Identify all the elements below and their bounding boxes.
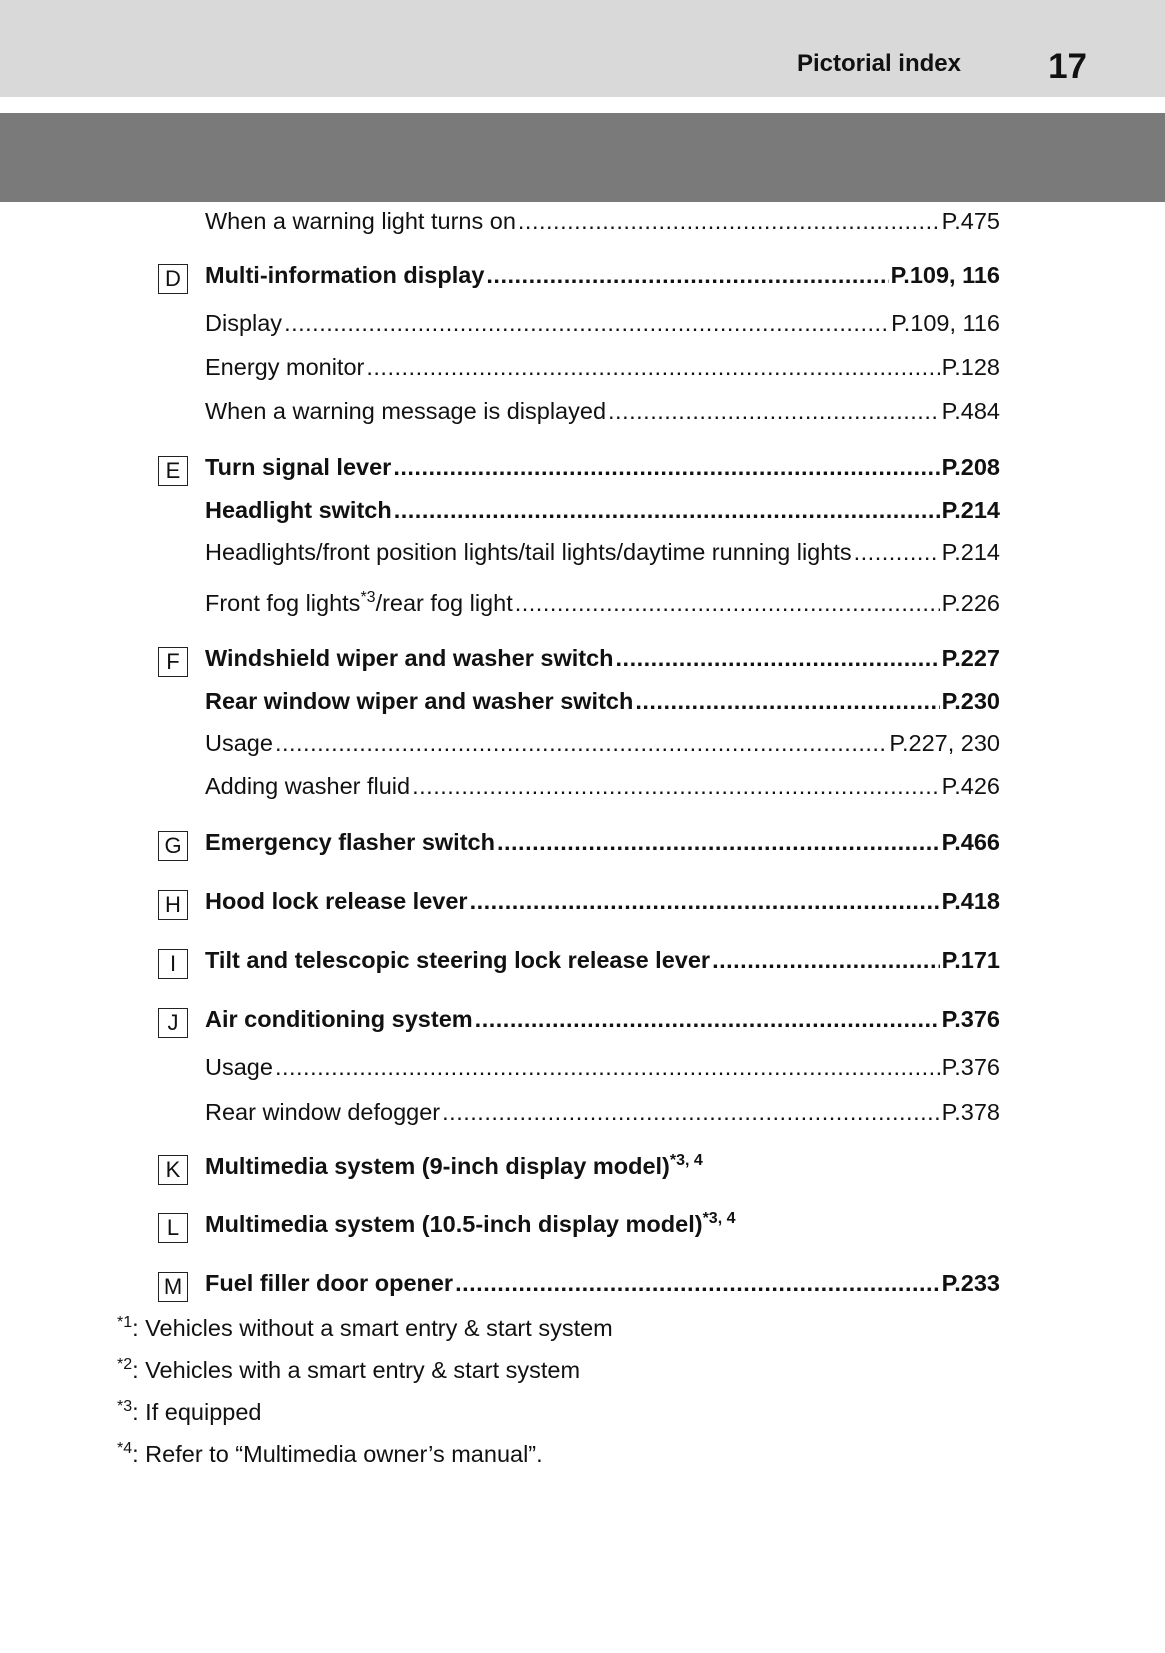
leader-dots bbox=[518, 208, 940, 235]
entry-page-ref[interactable]: P.227, 230 bbox=[889, 730, 1000, 756]
leader-dots bbox=[635, 688, 939, 715]
footnote-2 bbox=[117, 1357, 580, 1384]
entry-text: Multi-information display bbox=[205, 262, 485, 288]
entry-text: Usage bbox=[205, 1054, 273, 1080]
leader-dots bbox=[412, 773, 940, 800]
callout-letter-j: J bbox=[158, 1008, 188, 1038]
index-entry-heading bbox=[205, 688, 1000, 720]
callout-letter-m: M bbox=[158, 1272, 188, 1302]
index-entry bbox=[205, 730, 1000, 762]
entry-text: Usage bbox=[205, 730, 273, 756]
footnote-mark: *2 bbox=[117, 1356, 133, 1373]
index-entry bbox=[205, 1099, 1000, 1131]
callout-letter-k: K bbox=[158, 1155, 188, 1185]
entry-page-ref[interactable]: P.484 bbox=[941, 398, 1000, 424]
footnote-mark: *1 bbox=[117, 1314, 133, 1331]
entry-page-ref[interactable]: P.227 bbox=[941, 645, 1000, 671]
footnote-mark: *4 bbox=[117, 1440, 133, 1457]
leader-dots bbox=[366, 354, 939, 381]
entry-text: Rear window defogger bbox=[205, 1099, 441, 1125]
footnote-ref[interactable]: *3, 4 bbox=[702, 1210, 736, 1227]
entry-page-ref[interactable]: P.214 bbox=[941, 497, 1000, 523]
index-entry bbox=[205, 208, 1000, 240]
entry-text: Energy monitor bbox=[205, 354, 365, 380]
entry-text: Air conditioning system bbox=[205, 1006, 473, 1032]
entry-text: Fuel filler door opener bbox=[205, 1270, 454, 1296]
callout-letter-h: H bbox=[158, 890, 188, 920]
callout-letter-f: F bbox=[158, 647, 188, 677]
entry-text-part: Multimedia system (9-inch display model) bbox=[205, 1153, 670, 1179]
entry-text: Rear window wiper and washer switch bbox=[205, 688, 634, 714]
footnote-text: : Refer to “Multimedia owner’s manual”. bbox=[132, 1441, 543, 1467]
entry-page-ref[interactable]: P.214 bbox=[941, 539, 1000, 565]
entry-text: When a warning message is displayed bbox=[205, 398, 607, 424]
entry-page-ref[interactable]: P.418 bbox=[941, 888, 1000, 914]
leader-dots bbox=[616, 645, 940, 672]
index-entry bbox=[205, 354, 1000, 386]
footnote-1 bbox=[117, 1315, 613, 1342]
entry-page-ref[interactable]: P.109, 116 bbox=[891, 310, 1000, 336]
leader-dots bbox=[284, 310, 889, 337]
entry-page-ref[interactable]: P.376 bbox=[941, 1054, 1000, 1080]
index-entry bbox=[205, 773, 1000, 805]
leader-dots bbox=[275, 1054, 940, 1081]
index-entry-heading bbox=[205, 829, 1000, 861]
index-entry-heading bbox=[205, 645, 1000, 677]
footnote-text: : If equipped bbox=[132, 1399, 262, 1425]
entry-text: Headlights/front position lights/tail lights/daytime running lights bbox=[205, 539, 852, 565]
index-entry-heading bbox=[205, 1006, 1000, 1038]
entry-text: Emergency flasher switch bbox=[205, 829, 495, 855]
entry-text: Windshield wiper and washer switch bbox=[205, 645, 614, 671]
leader-dots bbox=[515, 590, 940, 617]
callout-letter-l: L bbox=[158, 1213, 188, 1243]
page-number: 17 bbox=[1048, 47, 1087, 86]
footnote-3 bbox=[117, 1399, 261, 1426]
entry-page-ref[interactable]: P.230 bbox=[941, 688, 1000, 714]
footnote-mark: *3 bbox=[117, 1398, 133, 1415]
entry-text-part: Multimedia system (10.5-inch display model) bbox=[205, 1211, 703, 1237]
entry-text: Tilt and telescopic steering lock release lever bbox=[205, 947, 711, 973]
callout-letter-g: G bbox=[158, 831, 188, 861]
entry-text: Hood lock release lever bbox=[205, 888, 468, 914]
footnote-text: : Vehicles with a smart entry & start system bbox=[132, 1357, 581, 1383]
entry-text bbox=[205, 590, 513, 617]
footnote-ref[interactable]: *3, 4 bbox=[669, 1152, 703, 1169]
entry-page-ref[interactable]: P.226 bbox=[941, 590, 1000, 616]
index-entry bbox=[205, 1054, 1000, 1086]
leader-dots bbox=[854, 539, 940, 566]
index-entry-heading bbox=[205, 262, 1000, 294]
index-entry-heading bbox=[205, 1211, 1000, 1243]
leader-dots bbox=[470, 888, 940, 915]
leader-dots bbox=[475, 1006, 940, 1033]
footnote-4 bbox=[117, 1441, 543, 1468]
index-entry-heading bbox=[205, 888, 1000, 920]
leader-dots bbox=[497, 829, 940, 856]
header-band bbox=[0, 113, 1165, 202]
entry-page-ref[interactable]: P.376 bbox=[941, 1006, 1000, 1032]
index-entry-heading bbox=[205, 947, 1000, 979]
leader-dots bbox=[712, 947, 940, 974]
entry-page-ref[interactable]: P.208 bbox=[941, 454, 1000, 480]
entry-page-ref[interactable]: P.109, 116 bbox=[890, 262, 1000, 288]
index-entry bbox=[205, 310, 1000, 342]
index-entry bbox=[205, 590, 1000, 622]
entry-text: When a warning light turns on bbox=[205, 208, 516, 234]
index-entry bbox=[205, 539, 1000, 571]
entry-page-ref[interactable]: P.426 bbox=[941, 773, 1000, 799]
entry-text: Adding washer fluid bbox=[205, 773, 411, 799]
entry-text: Display bbox=[205, 310, 283, 336]
leader-dots bbox=[608, 398, 940, 425]
footnote-ref[interactable]: *3 bbox=[360, 589, 376, 606]
leader-dots bbox=[394, 497, 940, 524]
callout-letter-d: D bbox=[158, 264, 188, 294]
index-entry-heading bbox=[205, 454, 1000, 486]
entry-text: Turn signal lever bbox=[205, 454, 392, 480]
leader-dots bbox=[393, 454, 939, 481]
index-entry bbox=[205, 398, 1000, 430]
leader-dots bbox=[455, 1270, 940, 1297]
callout-letter-e: E bbox=[158, 456, 188, 486]
entry-text: Headlight switch bbox=[205, 497, 392, 523]
leader-dots bbox=[275, 730, 887, 757]
leader-dots bbox=[442, 1099, 939, 1126]
section-title: Pictorial index bbox=[796, 50, 961, 77]
entry-text bbox=[205, 1211, 735, 1238]
index-entry-heading bbox=[205, 497, 1000, 529]
page-header bbox=[0, 0, 1165, 97]
callout-letter-i: I bbox=[158, 949, 188, 979]
index-entry-heading bbox=[205, 1270, 1000, 1302]
entry-page-ref[interactable]: P.128 bbox=[941, 354, 1000, 380]
entry-page-ref[interactable]: P.233 bbox=[941, 1270, 1000, 1296]
leader-dots bbox=[486, 262, 888, 289]
entry-page-ref[interactable]: P.475 bbox=[941, 208, 1000, 234]
entry-text-part: Front fog lights bbox=[205, 590, 361, 616]
entry-page-ref[interactable]: P.378 bbox=[941, 1099, 1000, 1125]
footnote-text: : Vehicles without a smart entry & start system bbox=[132, 1315, 613, 1341]
index-entry-heading bbox=[205, 1153, 1000, 1185]
entry-page-ref[interactable]: P.466 bbox=[941, 829, 1000, 855]
entry-page-ref[interactable]: P.171 bbox=[941, 947, 1000, 973]
entry-text bbox=[205, 1153, 703, 1180]
entry-text-part: /rear fog light bbox=[375, 590, 513, 616]
